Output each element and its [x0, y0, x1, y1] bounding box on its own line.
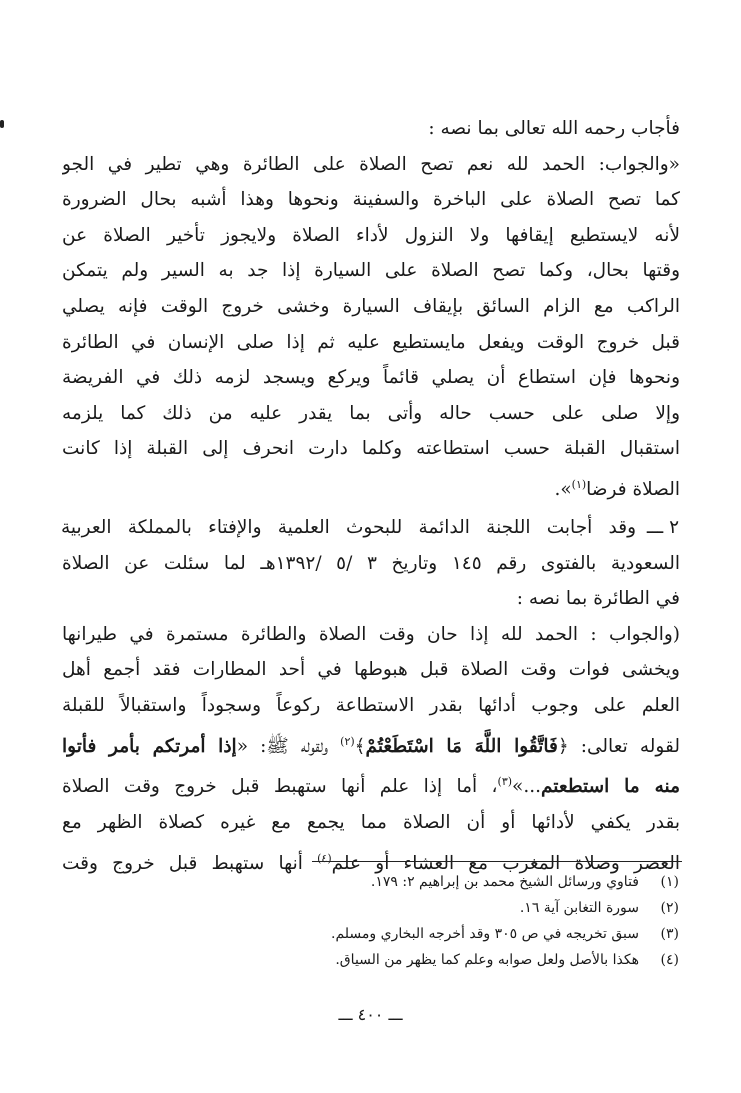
committee-answer-block [61, 510, 636, 546]
text-line: لأنه لايستطيع إيقافها ولا النزول لأداء الصلاة ولايجوز تأخير الصلاة عن [62, 224, 680, 246]
footnote [119, 895, 679, 921]
footnote-ref: (١) [571, 477, 587, 491]
text-line: وإلا صلى على حسب حاله وأتى بما يقدر عليه من ذلك كما يلزمه [62, 402, 680, 424]
quran-verse: فَاتَّقُوا اللَّهَ مَا اسْتَطَعْتُمْ [365, 735, 558, 757]
footnote-ref: (٣) [497, 775, 513, 789]
item-number: ٢ ـــ [646, 517, 679, 538]
footnote-text: سورة التغابن آية ١٦. [519, 900, 639, 916]
text-line: وقتها بحال، وكما تصح الصلاة على السيارة إذا جد به السير ولم يتمكن [62, 260, 680, 282]
text-line: بقدر يكفي لأدائها أو أن الصلاة مما يجمع مع غيره كصلاة الظهر مع [62, 812, 680, 834]
footnote-number: (١) [660, 874, 679, 890]
footnote-text: سبق تخريجه في ص ٣٠٥ وقد أخرجه البخاري ومسلم. [331, 926, 639, 942]
footnote-ref: (٤) [317, 851, 332, 865]
text-line: كما تصح الصلاة على الباخرة والسفينة ونحوها وهذا أشبه بحال الضرورة [62, 189, 680, 211]
margin-mark [0, 120, 4, 128]
fatwa-answer-block [62, 111, 680, 508]
text-fragment: الصلاة فرضا [586, 479, 680, 501]
committee-answer-continued [62, 546, 680, 882]
footnote [119, 921, 679, 947]
footnote-ref: (٢) [340, 734, 355, 748]
text-line: قبل خروج الوقت ويفعل مايستطيع عليه ثم إذا صلى الإنسان في الطائرة [62, 331, 680, 353]
text-line [62, 467, 680, 508]
footnotes [119, 869, 679, 973]
text-line: فأجاب رحمه الله تعالى بما نصه : [428, 118, 680, 139]
text-line: الراكب مع الزام السائق بإيقاف السيارة وخشى خروج الوقت فإنه يصلي [62, 295, 680, 317]
hadith-text: إذا أمرتكم بأمر فأتوا [62, 735, 237, 757]
text-fragment: ﴾ [354, 735, 366, 757]
text-line: في الطائرة بما نصه : [516, 588, 680, 610]
text-fragment: لقوله تعالى: ﴿ [557, 735, 680, 757]
text-line: «والجواب: الحمد لله نعم تصح الصلاة على الطائرة وهي تطير في الجو [62, 153, 680, 175]
text-line: استقبال القبلة حسب استطاعته وكلما دارت انحرف إلى القبلة إذا كانت [62, 438, 680, 460]
footnote-number: (٣) [660, 926, 679, 942]
text-line: ويخشى فوات وقت الصلاة قبل هبوطها في أحد المطارات فقد أجمع أهل [62, 659, 680, 681]
footnote-divider [312, 861, 682, 862]
text-fragment: أنها ستهبط قبل خروج وقت [62, 852, 318, 874]
footnote-number: (٢) [660, 900, 679, 916]
text-fragment: ، أما إذا علم أنها ستهبط قبل خروج وقت الصلاة [62, 776, 498, 798]
footnote [119, 947, 679, 973]
text-line: العلم على وجوب أدائها بقدر الاستطاعة ركوعاً وسجوداً واستقبالاً للقبلة [62, 694, 680, 716]
text-fragment: العصر وصلاة المغرب مع العشاء أو علم [331, 852, 680, 874]
text-fragment: ...» [512, 776, 541, 798]
text-line: ونحوها فإن استطاع أن يصلي قائماً ويركع ويسجد لزمه ذلك في الفريضة [62, 367, 680, 389]
text-line: (والجواب : الحمد لله إذا حان وقت الصلاة والطائرة مستمرة في طيرانها [62, 623, 680, 645]
hadith-text: منه ما استطعتم [541, 776, 680, 798]
footnote-number: (٤) [660, 952, 679, 968]
footnote-text: فتاوي ورسائل الشيخ محمد بن إبراهيم ٢: ١٧٩. [370, 874, 639, 890]
text-fragment: ولقوله ﷺ: « [236, 735, 341, 757]
text-line: السعودية بالفتوى رقم ١٤٥ وتاريخ ٣ /٥ /١٣٩٢هـ لما سئلت عن الصلاة [62, 552, 680, 574]
text-fragment: ». [554, 479, 572, 501]
text-line [62, 724, 680, 765]
text-line [62, 764, 680, 805]
footnote [119, 869, 679, 895]
footnote-text: هكذا بالأصل ولعل صوابه وعلم كما يظهر من السياق. [335, 952, 639, 968]
text-line: وقد أجابت اللجنة الدائمة للبحوث العلمية والإفتاء بالمملكة العربية [61, 517, 636, 538]
page-number: ـــ ٤٠٠ ـــ [338, 1005, 403, 1024]
